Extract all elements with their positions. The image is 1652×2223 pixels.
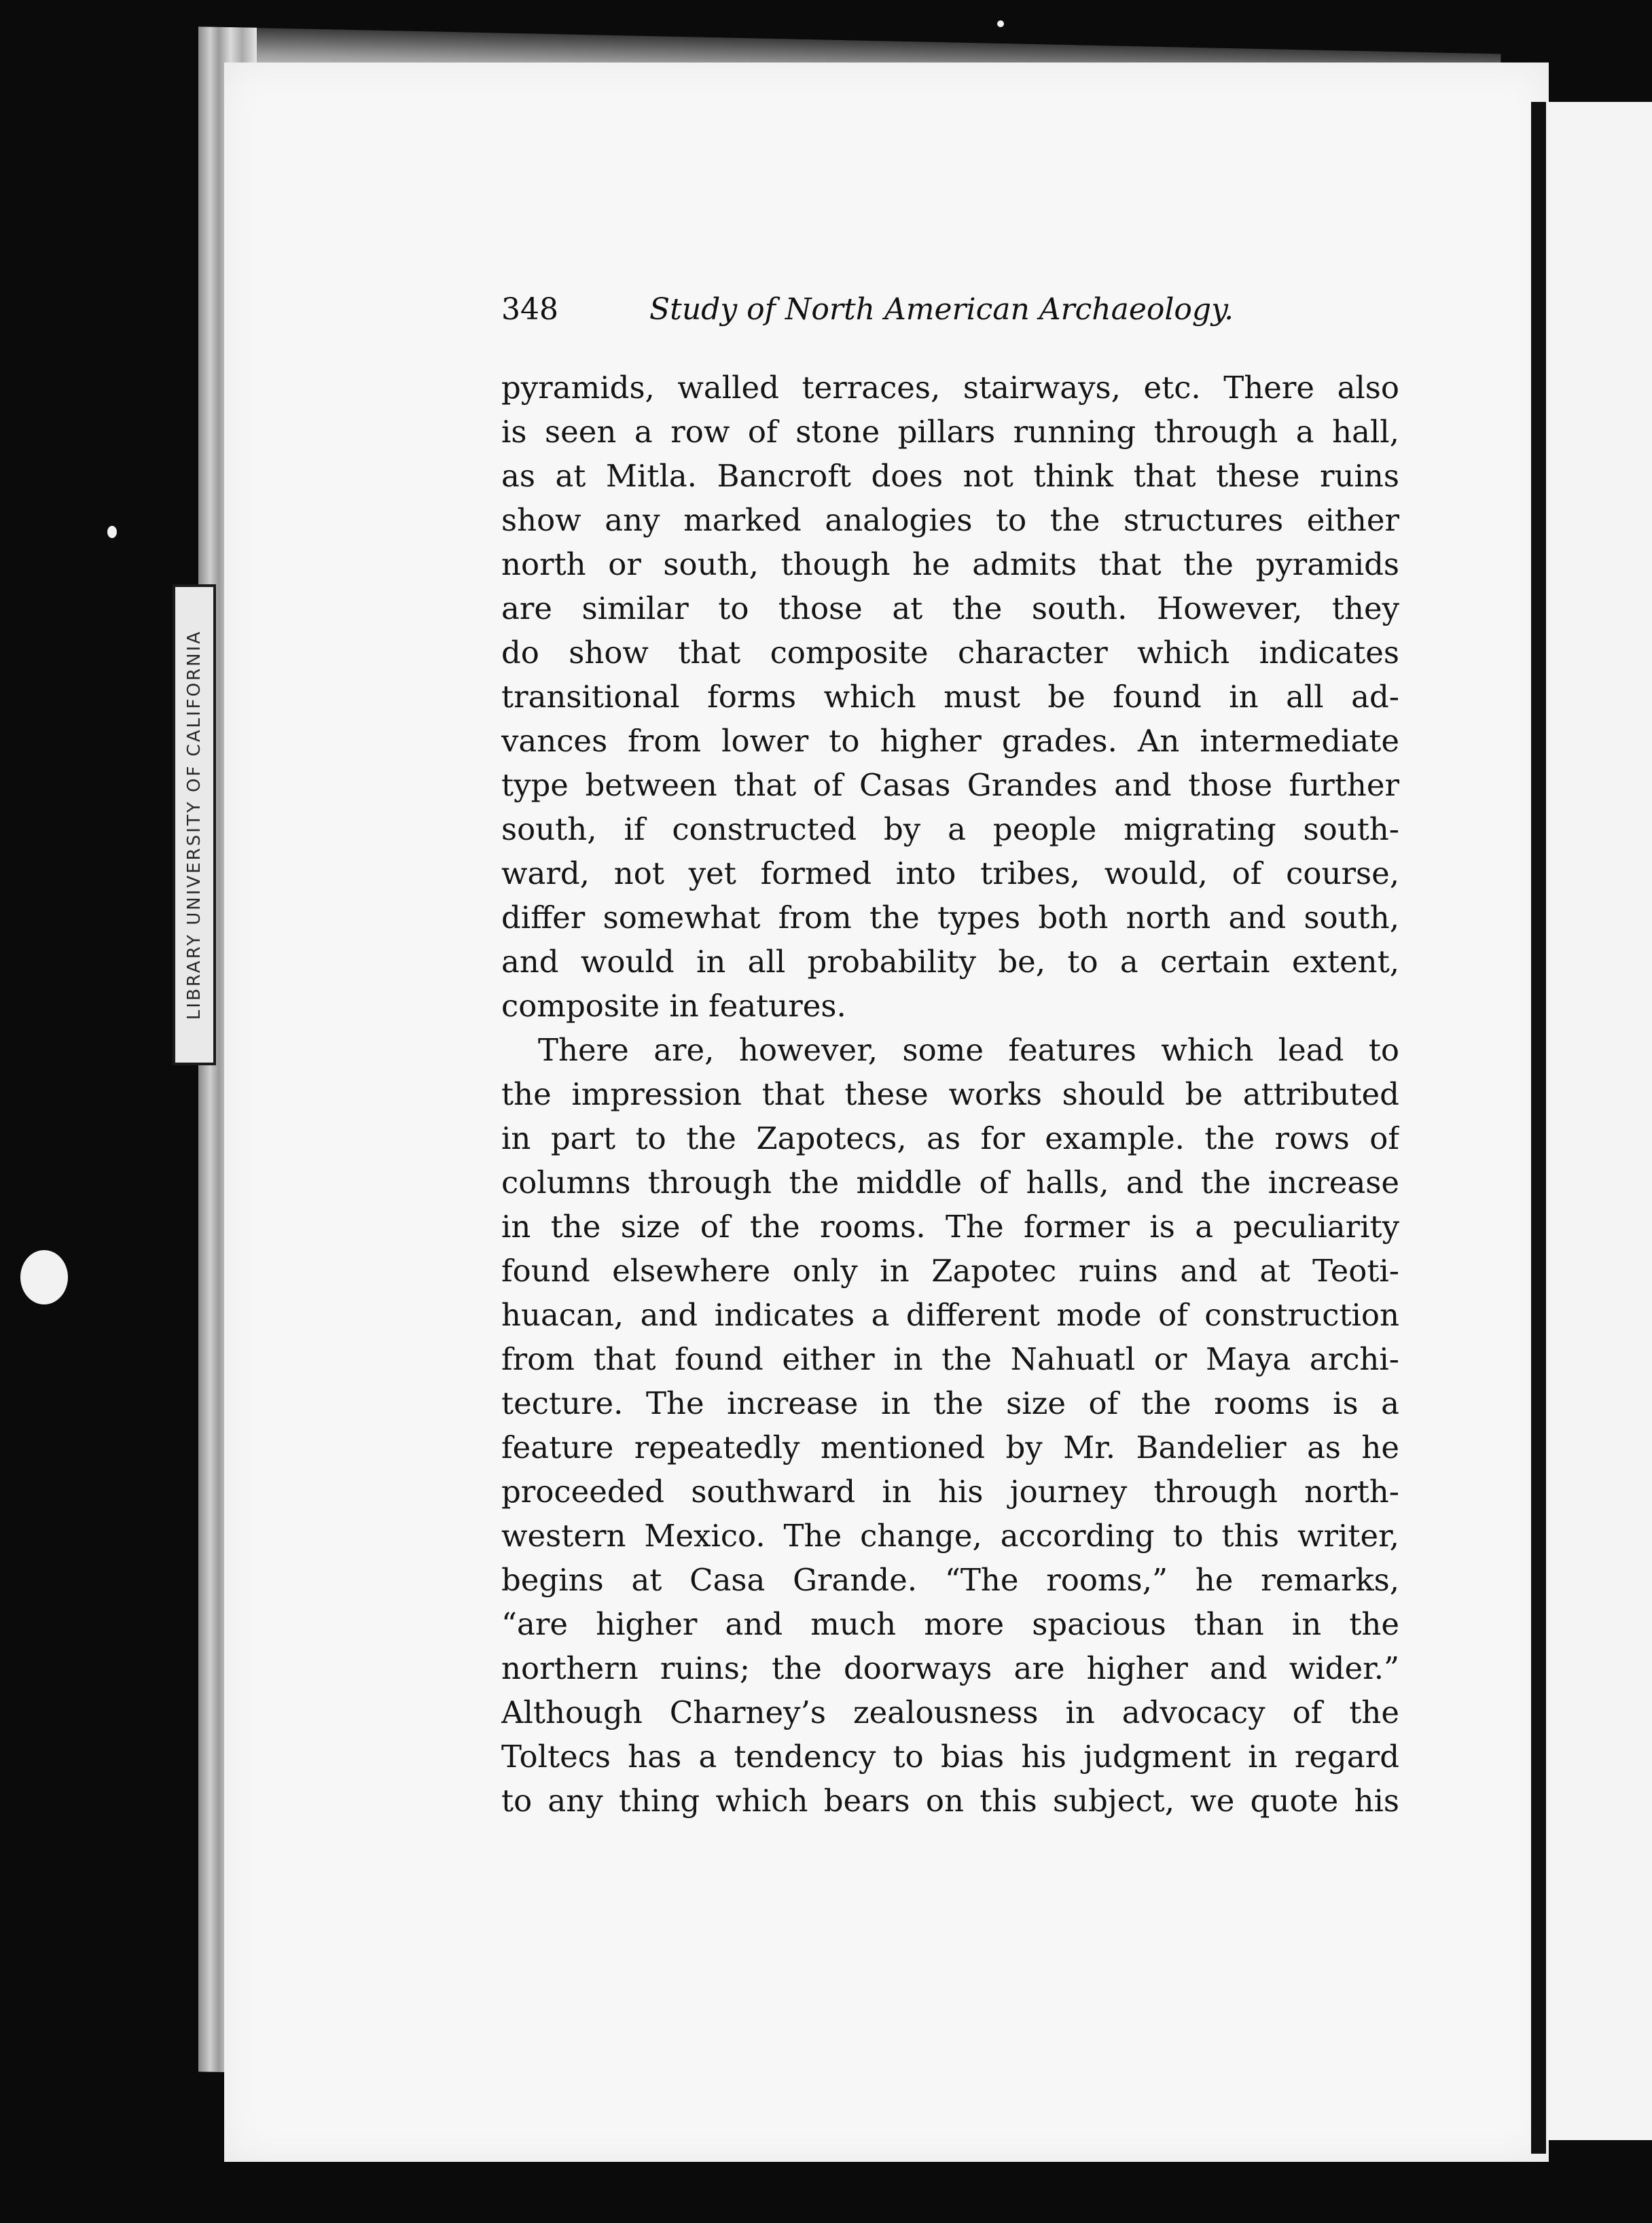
text-line: north or south, though he admits that the pyramids [501,546,1399,582]
text-line: transitional forms which must be found in all ad- [501,679,1399,715]
scan-dust-speck [997,20,1004,27]
spine-label-text: LIBRARY UNIVERSITY OF CALIFORNIA [184,629,204,1020]
text-line: pyramids, walled terraces, stairways, etc. There also [501,370,1399,406]
text-line: and would in all probability be, to a certain extent, [501,944,1399,980]
body-text [501,366,1399,1823]
text-line: show any marked analogies to the structures either [501,502,1399,538]
text-line: Although Charney’s zealousness in advocacy of the [501,1694,1399,1730]
text-line: the impression that these works should be attributed [501,1076,1399,1112]
text-line: from that found either in the Nahuatl or Maya archi- [501,1341,1399,1377]
running-head: Study of North American Archaeology. [649,292,1234,327]
text-line: “are higher and much more spacious than in the [501,1606,1399,1642]
text-line: to any thing which bears on this subject, we quote his [501,1783,1399,1819]
text-line: western Mexico. The change, according to this writer, [501,1518,1399,1554]
text-line: as at Mitla. Bancroft does not think that these ruins [501,458,1399,494]
text-line: found elsewhere only in Zapotec ruins and at Teoti- [501,1253,1399,1289]
page-gutter-shadow [1531,102,1546,2154]
text-line: Toltecs has a tendency to bias his judgment in regard [501,1739,1399,1775]
text-line: is seen a row of stone pillars running through a hall, [501,414,1399,450]
scan-dust-speck [20,1250,68,1304]
text-line: proceeded southward in his journey through north- [501,1474,1399,1510]
text-line: ward, not yet formed into tribes, would, of course, [501,855,1399,891]
text-line: composite in features. [501,988,846,1024]
text-line: in the size of the rooms. The former is a peculiarity [501,1209,1399,1245]
text-line: vances from lower to higher grades. An intermediate [501,723,1399,759]
facing-page-edge [1546,102,1652,2140]
text-line: There are, however, some features which lead to [538,1032,1399,1068]
text-line: in part to the Zapotecs, as for example. the rows of [501,1120,1399,1156]
text-line: begins at Casa Grande. “The rooms,” he remarks, [501,1562,1399,1598]
text-line: are similar to those at the south. However, they [501,590,1399,626]
text-line: tecture. The increase in the size of the rooms is a [501,1385,1399,1421]
text-line: feature repeatedly mentioned by Mr. Bandelier as he [501,1429,1399,1465]
scan-dust-speck [107,526,117,538]
library-spine-label [173,584,216,1065]
text-line: type between that of Casas Grandes and those further [501,767,1399,803]
text-line: huacan, and indicates a different mode of construction [501,1297,1399,1333]
text-line: differ somewhat from the types both north and south, [501,900,1399,936]
page-header [277,292,1296,346]
text-line: south, if constructed by a people migrating south- [501,811,1399,847]
text-line: northern ruins; the doorways are higher and wider.” [501,1650,1399,1686]
page-number: 348 [501,292,558,327]
text-line: columns through the middle of halls, and the increase [501,1164,1399,1201]
text-line: do show that composite character which indicates [501,635,1399,671]
